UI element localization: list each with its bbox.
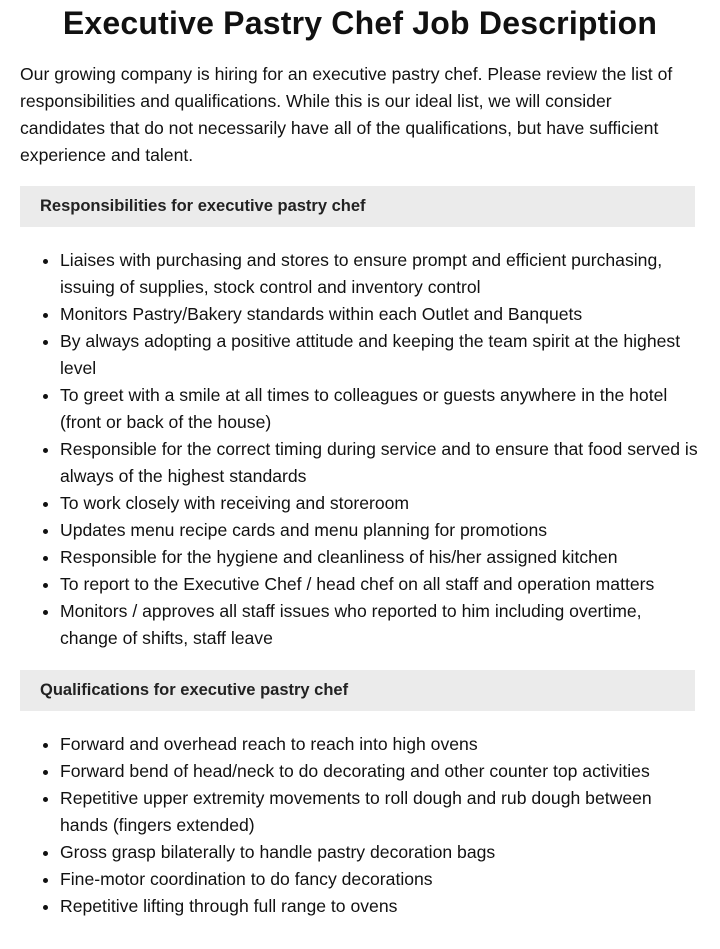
list-item: • Monitors Pastry/Bakery standards within each Outlet and Banquets bbox=[60, 301, 700, 328]
list-item: • Responsible for the hygiene and cleanliness of his/her assigned kitchen bbox=[60, 544, 700, 571]
list-item: • Updates menu recipe cards and menu planning for promotions bbox=[60, 517, 700, 544]
list-item: • Forward bend of head/neck to do decorating and other counter top activities bbox=[60, 758, 700, 785]
list-item: • By always adopting a positive attitude and keeping the team spirit at the highest level bbox=[60, 328, 700, 382]
qualifications-heading: Qualifications for executive pastry chef bbox=[20, 670, 695, 711]
responsibilities-heading: Responsibilities for executive pastry chef bbox=[20, 186, 695, 227]
list-item: • To work closely with receiving and storeroom bbox=[60, 490, 700, 517]
responsibilities-list bbox=[20, 247, 700, 652]
page-title: Executive Pastry Chef Job Description bbox=[62, 5, 658, 41]
list-item: • To greet with a smile at all times to colleagues or guests anywhere in the hotel (front or back of the house) bbox=[60, 382, 700, 436]
list-item: • Gross grasp bilaterally to handle pastry decoration bags bbox=[60, 839, 700, 866]
list-item: • Responsible for the correct timing during service and to ensure that food served is always of the highest standards bbox=[60, 436, 700, 490]
list-item: • Fine-motor coordination to do fancy decorations bbox=[60, 866, 700, 893]
qualifications-list bbox=[20, 731, 700, 920]
list-item: • Liaises with purchasing and stores to ensure prompt and efficient purchasing, issuing of supplies, stock control and inventory control bbox=[60, 247, 700, 301]
intro-paragraph: Our growing company is hiring for an executive pastry chef. Please review the list of responsibilities and qualifications. While this is our ideal list, we will consider candidates that do not necessarily have all of the qualifications, but have sufficient experience and talent. bbox=[20, 64, 673, 165]
list-item: • Monitors / approves all staff issues who reported to him including overtime, change of shifts, staff leave bbox=[60, 598, 700, 652]
list-item: • Repetitive lifting through full range to ovens bbox=[60, 893, 700, 920]
list-item: • Repetitive upper extremity movements to roll dough and rub dough between hands (fingers extended) bbox=[60, 785, 700, 839]
list-item: • Forward and overhead reach to reach into high ovens bbox=[60, 731, 700, 758]
list-item: • To report to the Executive Chef / head chef on all staff and operation matters bbox=[60, 571, 700, 598]
